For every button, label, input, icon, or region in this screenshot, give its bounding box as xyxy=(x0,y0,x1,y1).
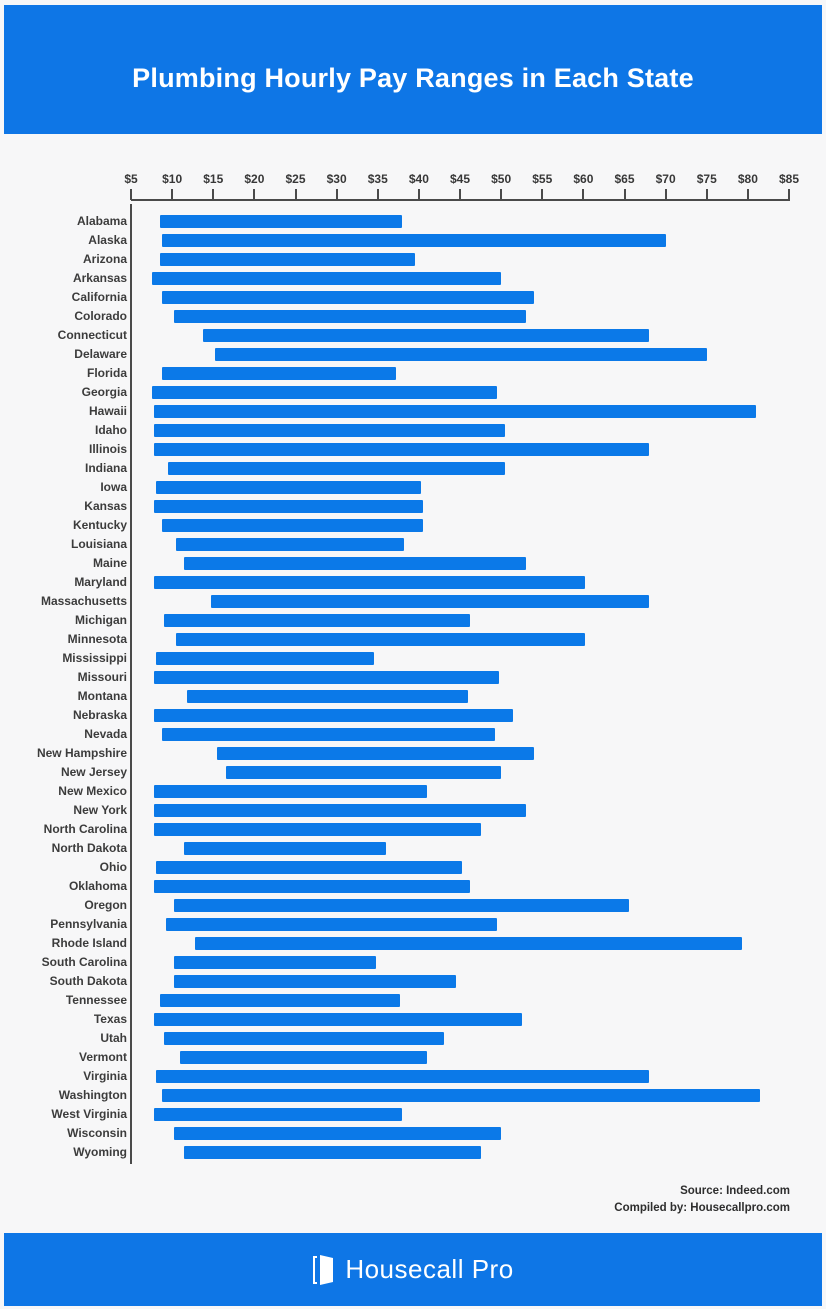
state-label: South Dakota xyxy=(49,974,127,988)
state-label: Nebraska xyxy=(72,708,127,722)
pay-range-bar xyxy=(174,899,628,912)
pay-range-bar xyxy=(174,956,376,969)
state-row xyxy=(0,478,826,497)
axis-tick-label: $30 xyxy=(326,172,347,186)
pay-range-bar xyxy=(154,709,514,722)
state-label: Washington xyxy=(58,1088,127,1102)
brand-wordmark: Housecall Pro xyxy=(345,1254,514,1284)
pay-range-bar xyxy=(174,1127,501,1140)
axis-tick xyxy=(171,189,173,200)
state-row xyxy=(0,231,826,250)
axis-tick-label: $5 xyxy=(124,172,138,186)
state-label: Iowa xyxy=(100,480,127,494)
state-row xyxy=(0,820,826,839)
page-title: Plumbing Hourly Pay Ranges in Each State xyxy=(132,63,694,93)
pay-range-bar xyxy=(154,1013,522,1026)
axis-tick-label: $75 xyxy=(696,172,717,186)
axis-tick xyxy=(336,189,338,200)
axis-tick-label: $60 xyxy=(573,172,594,186)
state-row xyxy=(0,953,826,972)
pay-range-bar xyxy=(156,861,462,874)
axis-tick-label: $15 xyxy=(203,172,224,186)
state-label: New York xyxy=(73,803,127,817)
axis-tick-label: $80 xyxy=(737,172,758,186)
axis-tick-label: $45 xyxy=(449,172,471,186)
state-row xyxy=(0,516,826,535)
state-label: Arizona xyxy=(82,252,127,266)
state-row xyxy=(0,459,826,478)
state-label: Louisiana xyxy=(70,537,127,551)
pay-range-bar xyxy=(160,994,401,1007)
pay-range-bar xyxy=(154,1108,403,1121)
pay-range-bar xyxy=(154,576,586,589)
state-label: New Mexico xyxy=(58,784,127,798)
state-row xyxy=(0,763,826,782)
state-row xyxy=(0,896,826,915)
source-note xyxy=(614,1183,790,1217)
state-label: Idaho xyxy=(95,423,127,437)
axis-tick-label: $55 xyxy=(532,172,553,186)
state-label: Tennessee xyxy=(65,993,127,1007)
state-label: Florida xyxy=(86,366,127,380)
pay-range-bar xyxy=(154,424,506,437)
state-label: Virginia xyxy=(83,1069,127,1083)
pay-range-bar xyxy=(184,842,386,855)
axis-tick-label: $35 xyxy=(367,172,388,186)
state-label: Alaska xyxy=(88,233,127,247)
state-label: Utah xyxy=(100,1031,127,1045)
pay-range-bar xyxy=(195,937,742,950)
state-row xyxy=(0,326,826,345)
pay-range-bar xyxy=(164,1032,444,1045)
state-row xyxy=(0,687,826,706)
pay-range-bar xyxy=(187,690,469,703)
pay-range-bar xyxy=(156,481,421,494)
state-row xyxy=(0,592,826,611)
state-row xyxy=(0,212,826,231)
pay-range-bar xyxy=(160,215,403,228)
pay-range-bar xyxy=(156,1070,650,1083)
state-label: Kentucky xyxy=(72,518,127,532)
state-label: Oregon xyxy=(84,898,127,912)
state-row xyxy=(0,877,826,896)
axis-tick-label: $20 xyxy=(244,172,265,186)
state-label: Delaware xyxy=(74,347,127,361)
state-row xyxy=(0,364,826,383)
state-row xyxy=(0,649,826,668)
source-line: Source: Indeed.com xyxy=(680,1185,790,1197)
state-row xyxy=(0,269,826,288)
state-label: New Hampshire xyxy=(36,746,127,760)
axis-tick xyxy=(788,189,790,200)
state-row xyxy=(0,801,826,820)
state-label: Kansas xyxy=(84,499,127,513)
pay-range-bar xyxy=(162,1089,760,1102)
pay-range-bar xyxy=(176,538,404,551)
pay-range-bar xyxy=(162,519,423,532)
compiled-by-line: Compiled by: Housecallpro.com xyxy=(614,1202,790,1214)
axis-tick xyxy=(295,189,297,200)
state-label: Alabama xyxy=(76,214,127,228)
pay-range-bar xyxy=(174,975,456,988)
state-row xyxy=(0,250,826,269)
pay-range-bar xyxy=(184,1146,480,1159)
state-row xyxy=(0,858,826,877)
state-row xyxy=(0,934,826,953)
axis-tick xyxy=(541,189,543,200)
axis-tick xyxy=(624,189,626,200)
pay-range-bar xyxy=(211,595,649,608)
state-label: Indiana xyxy=(84,461,127,475)
state-row xyxy=(0,915,826,934)
state-label: Colorado xyxy=(74,309,127,323)
state-row xyxy=(0,1143,826,1162)
pay-range-bar xyxy=(154,671,499,684)
pay-range-bar xyxy=(152,272,502,285)
pay-range-bar xyxy=(154,823,481,836)
axis-tick xyxy=(418,189,420,200)
pay-range-bar xyxy=(215,348,706,361)
state-label: North Dakota xyxy=(51,841,127,855)
state-row xyxy=(0,497,826,516)
state-row xyxy=(0,1010,826,1029)
state-row xyxy=(0,630,826,649)
axis-tick-label: $25 xyxy=(285,172,306,186)
pay-range-bar xyxy=(176,633,585,646)
state-row xyxy=(0,611,826,630)
state-label: South Carolina xyxy=(41,955,127,969)
axis-tick xyxy=(459,189,461,200)
state-row xyxy=(0,1067,826,1086)
axis-tick xyxy=(747,189,749,200)
state-label: New Jersey xyxy=(60,765,127,779)
state-label: Hawaii xyxy=(88,404,127,418)
state-row xyxy=(0,782,826,801)
state-label: Ohio xyxy=(99,860,127,874)
state-label: Nevada xyxy=(84,727,127,741)
state-row xyxy=(0,573,826,592)
pay-range-bar xyxy=(184,557,525,570)
state-row xyxy=(0,972,826,991)
axis-tick xyxy=(253,189,255,200)
axis-tick-label: $10 xyxy=(162,172,183,186)
state-label: Georgia xyxy=(81,385,127,399)
state-row xyxy=(0,440,826,459)
state-row xyxy=(0,307,826,326)
state-label: Maryland xyxy=(74,575,127,589)
axis-tick xyxy=(500,189,502,200)
axis-tick-label: $40 xyxy=(408,172,429,186)
pay-range-bar xyxy=(217,747,534,760)
pay-range-bar xyxy=(162,234,666,247)
state-row xyxy=(0,288,826,307)
state-label: Texas xyxy=(93,1012,127,1026)
state-row xyxy=(0,1029,826,1048)
state-row xyxy=(0,383,826,402)
state-label: Connecticut xyxy=(57,328,127,342)
pay-range-bar xyxy=(154,880,471,893)
axis-tick-label: $85 xyxy=(778,172,800,186)
state-label: Oklahoma xyxy=(68,879,127,893)
state-label: Pennsylvania xyxy=(50,917,127,931)
state-label: Arkansas xyxy=(72,271,127,285)
state-label: Maine xyxy=(92,556,127,570)
pay-range-bar xyxy=(162,367,396,380)
axis-tick xyxy=(706,189,708,200)
state-row xyxy=(0,991,826,1010)
state-row xyxy=(0,1124,826,1143)
footer-band xyxy=(4,1233,822,1306)
state-label: Mississippi xyxy=(62,651,127,665)
pay-range-bar xyxy=(162,728,495,741)
state-label: Montana xyxy=(77,689,127,703)
state-label: Missouri xyxy=(77,670,127,684)
state-label: Vermont xyxy=(78,1050,127,1064)
state-label: California xyxy=(71,290,127,304)
pay-range-bar xyxy=(203,329,649,342)
state-row xyxy=(0,725,826,744)
open-door-icon xyxy=(312,1255,334,1285)
axis-tick-label: $50 xyxy=(491,172,512,186)
pay-range-bar xyxy=(226,766,502,779)
pay-range-bar xyxy=(154,500,423,513)
axis-tick-label: $65 xyxy=(614,172,635,186)
axis-tick xyxy=(582,189,584,200)
state-row xyxy=(0,554,826,573)
axis-tick xyxy=(665,189,667,200)
state-row xyxy=(0,402,826,421)
pay-range-bar xyxy=(156,652,374,665)
state-label: Massachusetts xyxy=(40,594,127,608)
axis-tick xyxy=(130,189,132,200)
state-row xyxy=(0,535,826,554)
axis-tick-label: $70 xyxy=(655,172,676,186)
state-row xyxy=(0,839,826,858)
state-label: North Carolina xyxy=(43,822,127,836)
state-label: Rhode Island xyxy=(51,936,127,950)
state-label: Minnesota xyxy=(67,632,127,646)
pay-range-bar xyxy=(164,614,470,627)
pay-range-bar xyxy=(160,253,415,266)
state-row xyxy=(0,1086,826,1105)
state-label: Wyoming xyxy=(73,1145,127,1159)
pay-range-bar xyxy=(166,918,497,931)
pay-range-bar xyxy=(162,291,534,304)
state-row xyxy=(0,1048,826,1067)
pay-range-bar xyxy=(180,1051,427,1064)
axis-tick xyxy=(212,189,214,200)
pay-range-bar xyxy=(154,785,427,798)
state-row xyxy=(0,345,826,364)
pay-range-bar xyxy=(154,405,756,418)
pay-range-bar xyxy=(168,462,505,475)
state-row xyxy=(0,744,826,763)
state-label: Illinois xyxy=(88,442,127,456)
state-row xyxy=(0,706,826,725)
state-label: Michigan xyxy=(74,613,127,627)
state-row xyxy=(0,421,826,440)
state-row xyxy=(0,668,826,687)
state-row xyxy=(0,1105,826,1124)
pay-range-bar xyxy=(174,310,526,323)
pay-range-bar xyxy=(152,386,497,399)
pay-range-bar xyxy=(154,443,650,456)
state-label: Wisconsin xyxy=(67,1126,127,1140)
state-label: West Virginia xyxy=(51,1107,127,1121)
axis-tick xyxy=(377,189,379,200)
pay-range-bar xyxy=(154,804,526,817)
